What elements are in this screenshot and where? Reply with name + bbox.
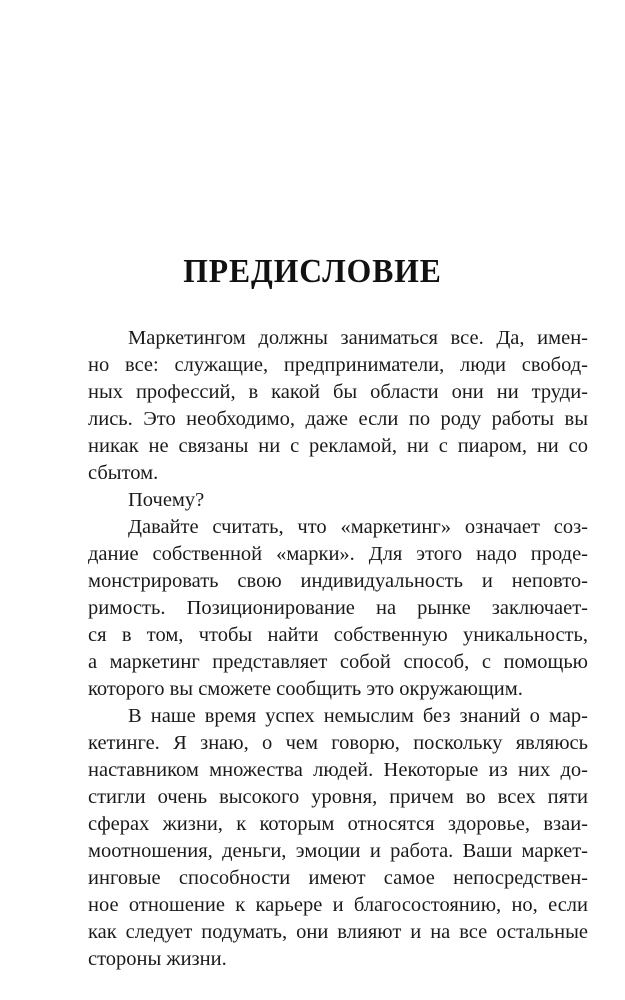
text-line: лись. Это необходимо, даже если по роду работы вы [88,408,588,430]
text-line: сферах жизни, к которым относятся здоровье, взаи- [88,813,588,835]
text-line: кетинге. Я знаю, о чем говорю, поскольку являюсь [88,732,588,754]
text-line: В наше время успех немыслим без знаний о мар- [128,705,588,727]
text-line: а маркетинг представляет собой способ, с помощью [88,651,588,673]
text-line: но все: служащие, предприниматели, люди свобод- [88,354,588,376]
text-line: ное отношение к карьере и благосостоянию, но, если [88,894,588,916]
text-line: ных профессий, в какой бы области они ни труди- [88,381,588,403]
text-line: римость. Позиционирование на рынке заключает- [88,597,588,619]
text-line: наставником множества людей. Некоторые из них до- [88,759,588,781]
text-line: монстрировать свою индивидуальность и неповто- [88,570,588,592]
text-line: сбытом. [88,462,159,484]
text-line: как следует подумать, они влияют и на все остальные [88,921,588,943]
text-line: стигли очень высокого уровня, причем во всех пяти [88,786,588,808]
text-line: инговые способности имеют самое непосредствен- [88,867,588,889]
text-line: моотношения, деньги, эмоции и работа. Ваши маркет- [88,840,588,862]
text-line: стороны жизни. [88,948,227,970]
text-line: никак не связаны ни с рекламой, ни с пиаром, ни со [88,435,588,457]
text-line: ся в том, чтобы найти собственную уникальность, [88,624,588,646]
body-text [88,325,588,973]
text-line: Маркетингом должны заниматься все. Да, имен- [128,327,588,349]
text-line: которого вы сможете сообщить это окружающим. [88,678,523,700]
chapter-title: ПРЕДИСЛОВИЕ [183,253,442,290]
text-line: Давайте считать, что «маркетинг» означает соз- [128,516,588,538]
text-line: дание собственной «марки». Для этого надо проде- [88,543,588,565]
text-line: Почему? [128,489,205,511]
